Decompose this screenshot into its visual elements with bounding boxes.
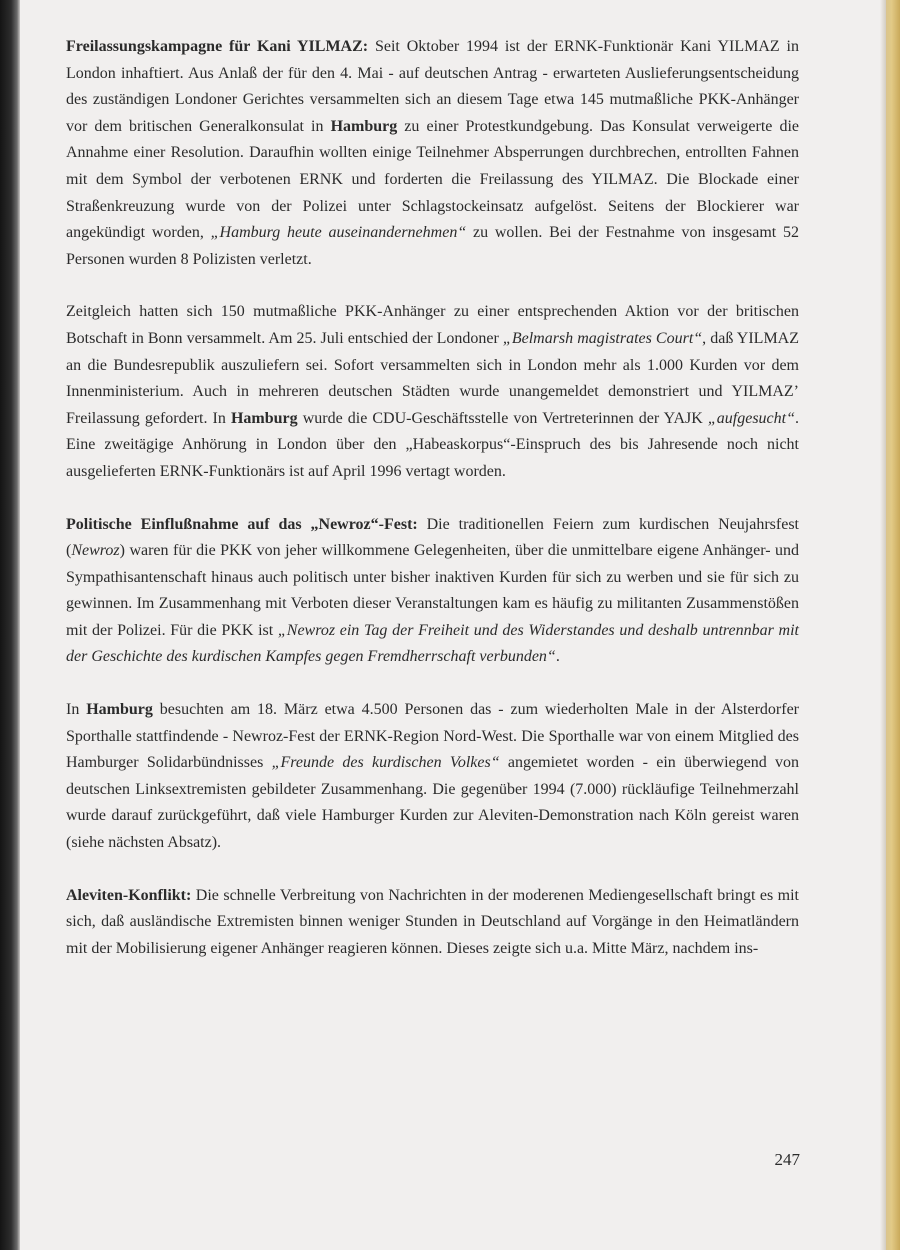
italic-quote: „Newroz ein Tag der Freiheit und des Widerstandes und deshalb untrennbar mit der Geschichte des kurdischen Kampfes gegen Fremdherrschaft verbunden“ — [66, 621, 799, 666]
paragraph-bonn-action — [66, 299, 799, 485]
heading-aleviten-konflikt: Aleviten-Konflikt: — [66, 886, 192, 904]
text-run: Die schnelle Verbreitung von Nachrichten in der moderenen Mediengesellschaft bringt es mit sich, daß ausländische Extremisten binnen weniger Stunden in Deutschland auf Vorgänge in den Heimatländern mit der Mobilisierung eigener Anhänger reagieren können. Dieses zeigte sich u.a. Mitte März, nachdem ins- — [66, 886, 799, 957]
text-run: zu einer Protestkundgebung. Das Konsulat verweigerte die Annahme einer Resolution. Daraufhin wollten einige Teilnehmer Absperrungen durchbrechen, entrollten Fahnen mit dem Symbol der verbotenen ERNK und forderten die Freilassung des YILMAZ. Die Blockade einer Straßenkreuzung wurde von der Polizei unter Schlagstockeinsatz aufgelöst. Seitens der Blockierer war angekündigt worden, — [66, 117, 800, 242]
text-run: Die traditionellen Feiern zum kurdischen Neujahrsfest ( — [66, 515, 800, 560]
bold-run: Hamburg — [330, 117, 398, 135]
page-number: 247 — [774, 1150, 800, 1169]
heading-freilassungskampagne: Freilassungskampagne für Kani YILMAZ: — [66, 38, 369, 55]
italic-quote: „aufgesucht“ — [707, 409, 795, 427]
italic-term: Newroz — [71, 542, 120, 560]
bold-run: Hamburg — [86, 701, 153, 719]
paragraph-newroz-influence — [66, 512, 799, 672]
bold-run: Hamburg — [230, 409, 298, 427]
book-binding-shadow — [0, 0, 20, 1250]
paragraph-hamburg-newroz — [66, 697, 799, 857]
page-edge-right — [886, 0, 900, 1250]
text-run: In — [66, 701, 87, 719]
text-run: , daß YILMAZ an die Bundesrepublik auszuliefern sei. Sofort versammelten sich in London mehr als 1.000 Kurden vor dem Innenministerium. Auch in mehreren deutschen Städten wurde unangemeldet demonstriert und YILMAZ’ Freilassung gefordert. In — [66, 329, 799, 427]
italic-quote: „Hamburg heute auseinandernehmen“ — [210, 224, 467, 242]
text-run: ) waren für die PKK von jeher willkommene Gelegenheiten, über die unmittelbare eigene Anhänger- und Sympathisantenschaft hinaus auch politisch unter bisher inaktiven Kurden für sich zu werben und sie für sich zu gewinnen. Im Zusammenhang mit Verboten dieser Veranstaltungen kam es häufig zu militanten Zusammenstößen mit der Polizei. Für die PKK ist — [66, 542, 799, 639]
text-run: zu wollen. Bei der Festnahme von insgesamt 52 Personen wurden 8 Polizisten verletzt. — [66, 224, 800, 268]
text-run: besuchten am 18. März etwa 4.500 Personen das - zum wiederholten Male in der Alsterdorfer Sporthalle stattfindende - Newroz-Fest der ERNK-Region Nord-West. Die Sporthalle war von einem Mitglied des Hamburger Solidarbündnisses — [66, 701, 800, 772]
text-run: wurde die CDU-Geschäftsstelle von Vertreterinnen der YAJK — [297, 409, 708, 427]
paragraph-aleviten-konflikt — [66, 883, 799, 963]
text-run: . Eine zweitägige Anhörung in London über den „Habeaskorpus“-Einspruch des bis Jahresende noch nicht ausgelieferten ERNK-Funktionärs ist auf April 1996 vertagt worden. — [66, 409, 799, 480]
italic-quote: „Freunde des kurdischen Volkes“ — [271, 754, 500, 772]
text-run: . — [555, 648, 560, 666]
text-run: Zeitgleich hatten sich 150 mutmaßliche PKK-Anhänger zu einer entsprechenden Aktion vor der britischen Botschaft in Bonn versammelt. Am 25. Juli entschied der Londoner — [66, 303, 799, 347]
italic-quote: „Belmarsh magistrates Court“ — [502, 329, 703, 347]
body-text — [66, 34, 799, 988]
text-run: Seit Oktober 1994 ist der ERNK-Funktionär Kani YILMAZ in London inhaftiert. Aus Anlaß der für den 4. Mai - auf deutschen Antrag - erwarteten Auslieferungsentscheidung des zuständigen Londoner Gerichtes versammelten sich an diesem Tage etwa 145 mutmaßliche PKK-Anhänger vor dem britischen Generalkonsulat in — [66, 38, 799, 135]
paragraph-yilmaz-campaign — [66, 34, 799, 273]
heading-newroz: Politische Einflußnahme auf das „Newroz“-Fest: — [66, 515, 418, 533]
text-run: angemietet worden - ein überwiegend von deutschen Linksextremisten gebildeter Zusammenhang. Die gegenüber 1994 (7.000) rückläufige Teilnehmerzahl wurde darauf zurückgeführt, daß viele Hamburger Kurden zur Aleviten-Demonstration nach Köln gereist waren (siehe nächsten Absatz). — [66, 754, 799, 852]
